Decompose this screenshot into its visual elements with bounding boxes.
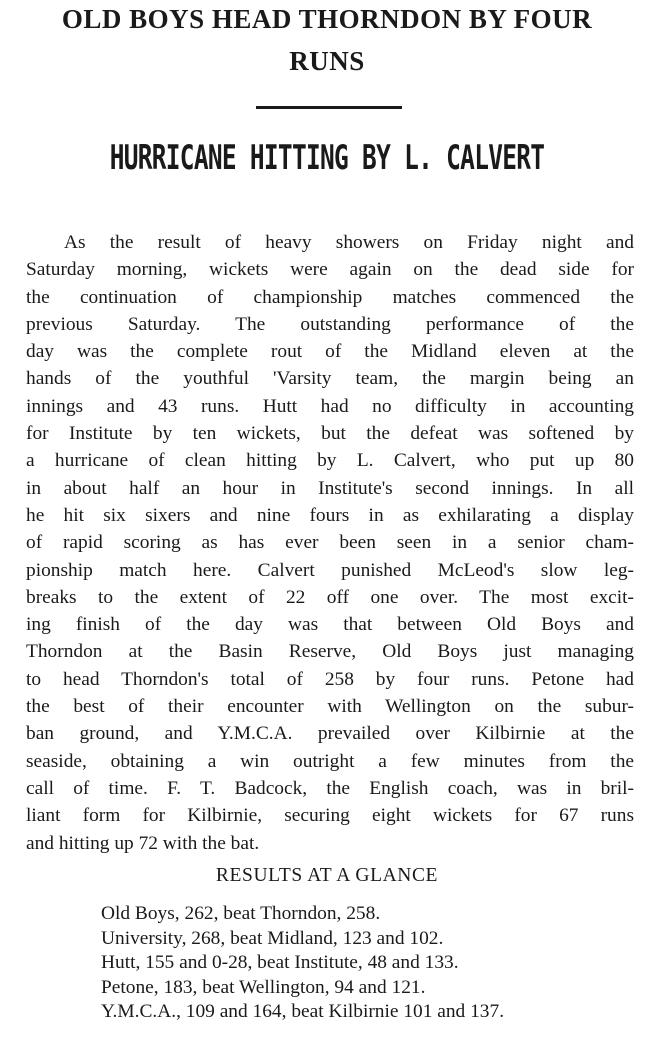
body-line: innings and 43 runs. Hutt had no difficulty in accounting xyxy=(26,395,634,417)
body-line: breaks to the extent of 22 off one over. The most excit- xyxy=(26,586,634,608)
results-heading: RESULTS AT A GLANCE xyxy=(215,865,439,886)
body-line: hands of the youthful 'Varsity team, the margin being an xyxy=(26,368,634,390)
subheadline: HURRICANE HITTING BY L. CALVERT xyxy=(109,138,545,178)
headline-line-2: RUNS xyxy=(289,46,365,76)
body-line: ban ground, and Y.M.C.A. prevailed over Kilbirnie at the xyxy=(26,723,634,745)
body-line: Thorndon at the Basin Reserve, Old Boys just managing xyxy=(26,641,634,663)
body-line: pionship match here. Calvert punished McLeod's slow leg- xyxy=(26,559,634,581)
result-item: Petone, 183, beat Wellington, 94 and 121. xyxy=(101,976,426,998)
body-line: liant form for Kilbirnie, securing eight wickets for 67 runs xyxy=(26,805,634,827)
headline-divider xyxy=(256,106,402,109)
headline-line-1: OLD BOYS HEAD THORNDON BY FOUR xyxy=(61,4,593,34)
result-item: Hutt, 155 and 0-28, beat Institute, 48 and 133. xyxy=(101,952,459,974)
body-line: the continuation of championship matches commenced the xyxy=(26,286,634,308)
body-line: the best of their encounter with Wellington on the subur- xyxy=(26,696,634,718)
body-line: a hurricane of clean hitting by L. Calvert, who put up 80 xyxy=(26,450,634,472)
body-line: call of time. F. T. Badcock, the English coach, was in bril- xyxy=(26,777,634,799)
body-line: ing finish of the day was that between Old Boys and xyxy=(26,614,634,636)
results-list xyxy=(101,902,641,1025)
body-line: day was the complete rout of the Midland eleven at the xyxy=(26,341,634,363)
result-item: University, 268, beat Midland, 123 and 102. xyxy=(101,927,444,949)
body-line: seaside, obtaining a win outright a few minutes from the xyxy=(26,750,634,772)
body-line: of rapid scoring as has ever been seen in a senior cham- xyxy=(26,532,634,554)
result-item: Y.M.C.A., 109 and 164, beat Kilbirnie 101 and 137. xyxy=(101,1001,505,1023)
body-line: for Institute by ten wickets, but the defeat was softened by xyxy=(26,423,634,445)
body-line: he hit six sixers and nine fours in as exhilarating a display xyxy=(26,504,634,526)
body-line: Saturday morning, wickets were again on the dead side for xyxy=(26,259,634,281)
body-line: to head Thorndon's total of 258 by four runs. Petone had xyxy=(26,668,634,690)
body-line: and hitting up 72 with the bat. xyxy=(26,832,260,854)
body-line: in about half an hour in Institute's second innings. In all xyxy=(26,477,634,499)
article-body xyxy=(26,229,634,857)
body-line: previous Saturday. The outstanding performance of the xyxy=(26,313,634,335)
result-item: Old Boys, 262, beat Thorndon, 258. xyxy=(101,903,381,924)
body-line: As the result of heavy showers on Friday night and xyxy=(64,232,634,253)
